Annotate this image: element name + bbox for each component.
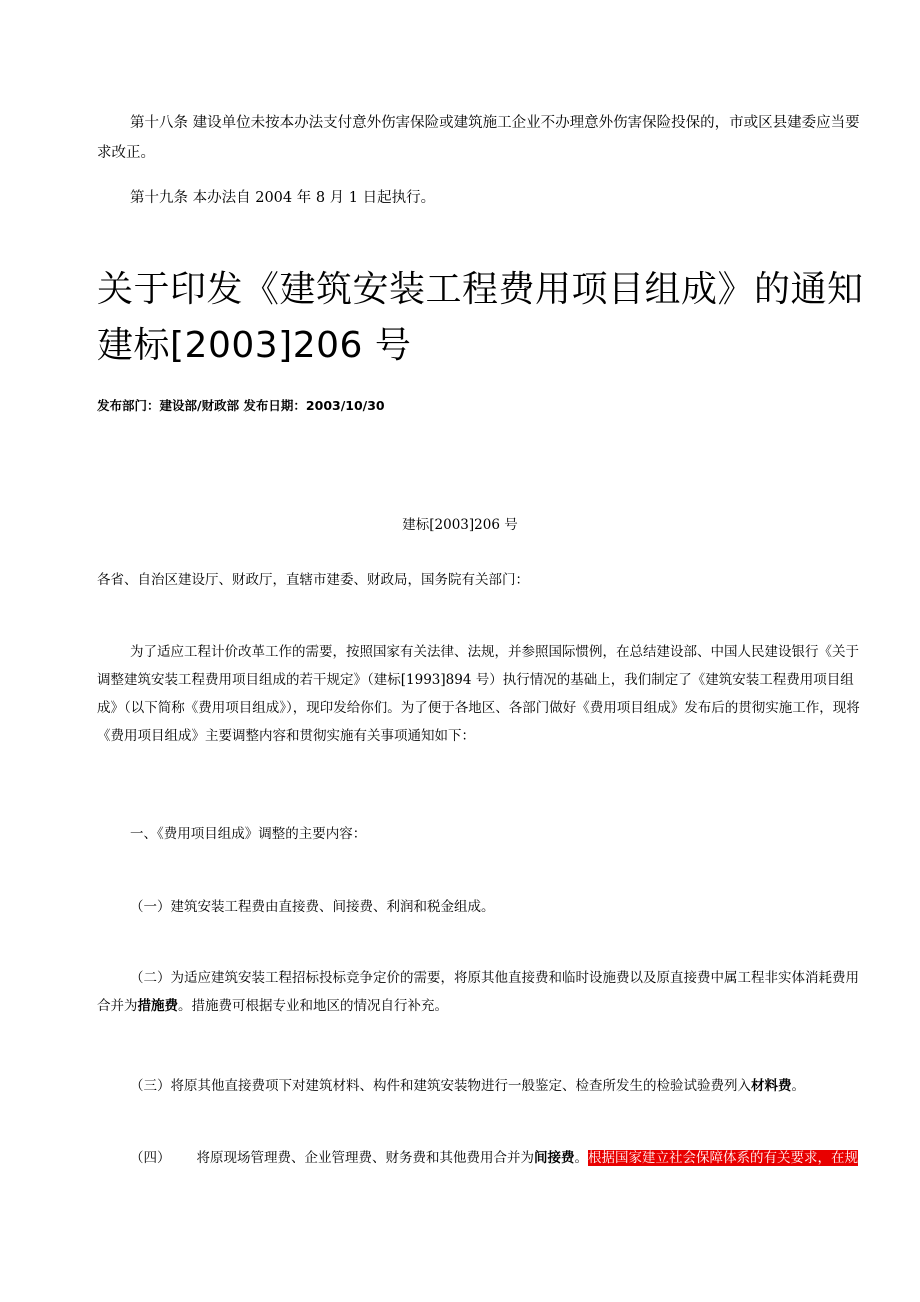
publish-meta: 发布部门：建设部/财政部 发布日期：2003/10/30	[97, 398, 385, 413]
item-2-text-b: 。措施费可根据专业和地区的情况自行补充。	[178, 998, 448, 1014]
item-4-text-b: 。	[574, 1150, 588, 1166]
document-number: 建标[2003]206 号	[402, 517, 518, 533]
item-1: （一）建筑安装工程费由直接费、间接费、利润和税金组成。	[130, 899, 495, 915]
item-2-text-a: （二）为适应建筑安装工程招标投标竞争定价的需要，将原其他直接费和临时设施费以及原直接费中属工程非实体消耗费用合并为	[97, 970, 859, 1014]
item-4-number: （四）	[130, 1150, 171, 1166]
item-3-text-a: （三）将原其他直接费项下对建筑材料、构件和建筑安装物进行一般鉴定、检查所发生的检验试验费列入	[130, 1078, 751, 1094]
article-18: 第十八条 建设单位未按本办法支付意外伤害保险或建筑施工企业不办理意外伤害保险投保的，市或区县建委应当要求改正。	[97, 115, 860, 161]
notice-title: 关于印发《建筑安装工程费用项目组成》的通知 建标[2003]206 号	[97, 269, 864, 366]
article-19: 第十九条 本办法自 2004 年 8 月 1 日起执行。	[130, 190, 436, 206]
item-4	[97, 1144, 867, 1172]
intro-paragraph: 为了适应工程计价改革工作的需要，按照国家有关法律、法规，并参照国际惯例，在总结建设部、中国人民建设银行《关于调整建筑安装工程费用项目组成的若干规定》（建标[1993]894 号）执行情况的基础上，我们制定了《建筑安装工程费用项目组成》（以下简称《费用项目组成》），现印发给你们。为了便于各地区、各部门做好《费用项目组成》发布后的贯彻实施工作，现将《费用项目组成》主要调整内容和贯彻实施有关事项通知如下：	[97, 644, 860, 744]
addressee: 各省、自治区建设厅、财政厅，直辖市建委、财政局，国务院有关部门：	[97, 572, 529, 588]
item-4-highlight: 根据国家建立社会保障体系的有关要求，在规	[588, 1150, 858, 1166]
item-2-bold: 措施费	[137, 998, 178, 1014]
item-3-text-b: 。	[791, 1078, 805, 1094]
item-4-text-a: 将原现场管理费、企业管理费、财务费和其他费用合并为	[196, 1150, 534, 1166]
item-4-bold: 间接费	[534, 1150, 575, 1166]
item-3-bold: 材料费	[751, 1078, 792, 1094]
item-2	[97, 964, 867, 1020]
section-1-heading: 一、《费用项目组成》调整的主要内容：	[130, 826, 367, 842]
item-3	[97, 1072, 867, 1100]
